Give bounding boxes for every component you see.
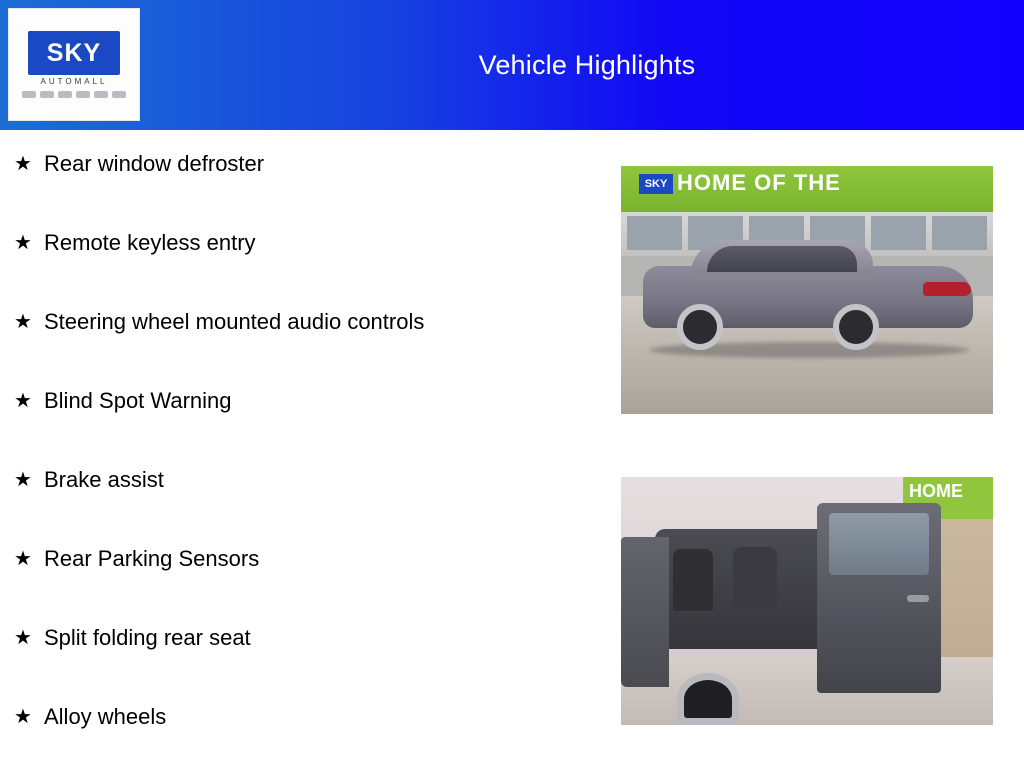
feature-label: Split folding rear seat [44, 625, 251, 650]
list-item [0, 703, 600, 782]
feature-label: Rear window defroster [44, 151, 265, 176]
brand-badge-chrysler [76, 91, 90, 98]
list-item [0, 466, 600, 545]
car-wheel [677, 673, 739, 725]
list-item [0, 229, 600, 308]
banner-text: HOME [909, 481, 963, 501]
window-pane [932, 216, 987, 250]
feature-label: Blind Spot Warning [44, 388, 232, 413]
star-icon: ★ [14, 548, 32, 570]
brand-badge-ford [22, 91, 36, 98]
banner-logo: SKY [639, 174, 673, 194]
feature-label: Rear Parking Sensors [44, 546, 260, 571]
logo-mark [28, 31, 120, 75]
vehicle-photo-interior [621, 477, 993, 725]
rear-seat [733, 547, 777, 613]
car-taillight [923, 282, 971, 296]
star-icon: ★ [14, 706, 32, 728]
star-icon: ★ [14, 469, 32, 491]
brand-badge-dodge [94, 91, 108, 98]
feature-label: Steering wheel mounted audio controls [44, 309, 425, 334]
list-item [0, 545, 600, 624]
star-icon: ★ [14, 153, 32, 175]
banner-text: HOME OF THE [677, 170, 841, 195]
vehicle-photo-exterior [621, 166, 993, 414]
list-item [0, 387, 600, 466]
window-pane [871, 216, 926, 250]
logo-brand-text: SKY [46, 38, 102, 67]
rear-door-window [829, 513, 929, 575]
page-title: Vehicle Highlights [478, 49, 696, 80]
feature-label: Alloy wheels [44, 704, 167, 729]
car-front-wheel [677, 304, 723, 350]
star-icon: ★ [14, 311, 32, 333]
star-icon: ★ [14, 627, 32, 649]
front-door-open [621, 537, 669, 687]
star-icon: ★ [14, 232, 32, 254]
brand-badge-nissan [58, 91, 72, 98]
slide-header [0, 0, 1024, 130]
car-side-windows [707, 246, 857, 272]
front-seat [673, 549, 713, 611]
brand-badge-lincoln [40, 91, 54, 98]
car-rear-wheel [833, 304, 879, 350]
list-item [0, 624, 600, 703]
list-item [0, 150, 600, 229]
feature-label: Brake assist [44, 467, 164, 492]
brand-badge-jeep [112, 91, 126, 98]
logo-brand-strip [22, 91, 126, 98]
logo-subtitle: AUTOMALL [40, 77, 108, 86]
slide-body [0, 130, 1024, 768]
feature-label: Remote keyless entry [44, 230, 256, 255]
star-icon: ★ [14, 390, 32, 412]
list-item [0, 308, 600, 387]
feature-list [0, 130, 600, 782]
window-pane [627, 216, 682, 250]
dealer-logo [8, 8, 140, 121]
door-handle [907, 595, 929, 602]
